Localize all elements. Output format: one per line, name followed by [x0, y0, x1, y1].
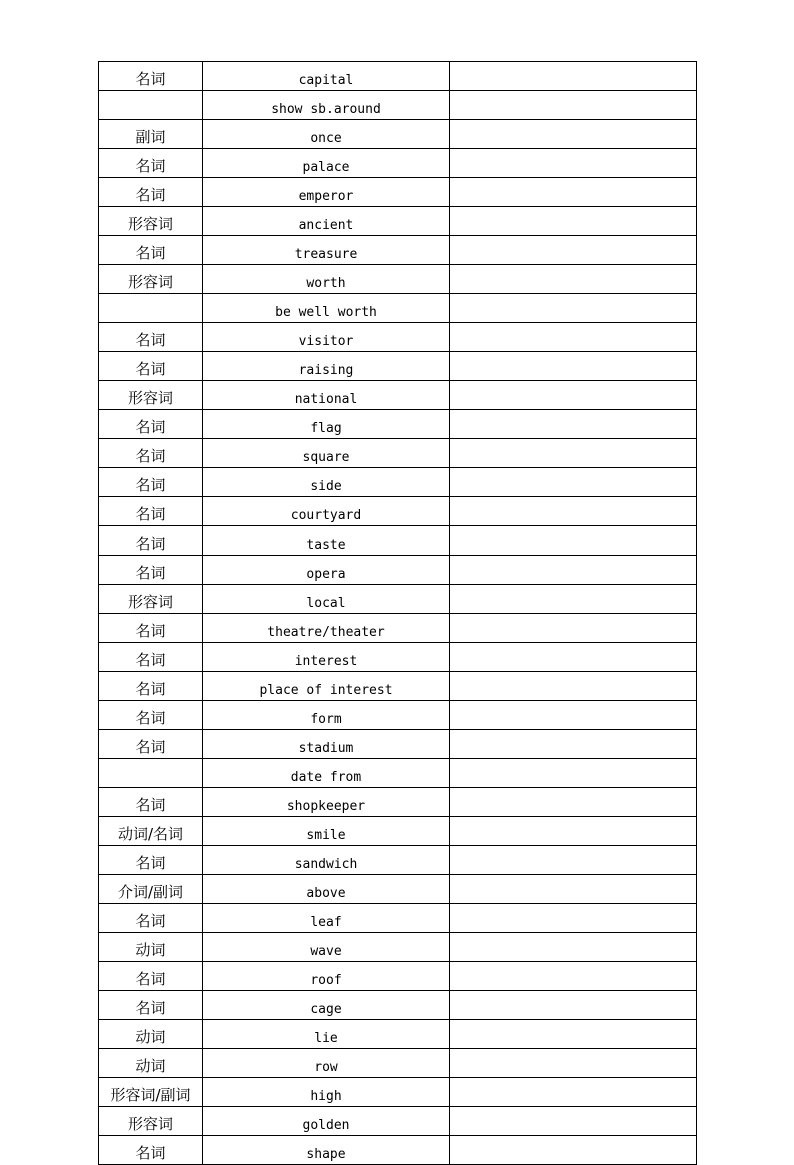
part-of-speech-cell: [99, 759, 203, 788]
english-word-cell: courtyard: [203, 497, 450, 526]
meaning-cell: [450, 788, 697, 817]
english-word-cell: shape: [203, 1136, 450, 1165]
table-row: [99, 410, 697, 439]
meaning-cell: [450, 468, 697, 497]
meaning-cell: [450, 672, 697, 701]
table-row: [99, 643, 697, 672]
meaning-cell: [450, 410, 697, 439]
meaning-cell: [450, 904, 697, 933]
table-row: [99, 904, 697, 933]
meaning-cell: [450, 62, 697, 91]
english-word-cell: date from: [203, 759, 450, 788]
part-of-speech-cell: 名词: [99, 178, 203, 207]
english-word-cell: side: [203, 468, 450, 497]
english-word-cell: theatre/theater: [203, 614, 450, 643]
part-of-speech-cell: 形容词: [99, 585, 203, 614]
meaning-cell: [450, 556, 697, 585]
table-row: [99, 672, 697, 701]
table-row: [99, 1049, 697, 1078]
meaning-cell: [450, 1078, 697, 1107]
part-of-speech-cell: 形容词: [99, 381, 203, 410]
english-word-cell: local: [203, 585, 450, 614]
table-row: [99, 207, 697, 236]
meaning-cell: [450, 585, 697, 614]
meaning-cell: [450, 207, 697, 236]
part-of-speech-cell: 形容词: [99, 207, 203, 236]
meaning-cell: [450, 236, 697, 265]
meaning-cell: [450, 1107, 697, 1136]
meaning-cell: [450, 701, 697, 730]
meaning-cell: [450, 91, 697, 120]
english-word-cell: ancient: [203, 207, 450, 236]
meaning-cell: [450, 178, 697, 207]
part-of-speech-cell: 动词: [99, 1049, 203, 1078]
table-row: [99, 730, 697, 759]
table-row: [99, 846, 697, 875]
part-of-speech-cell: 名词: [99, 352, 203, 381]
english-word-cell: sandwich: [203, 846, 450, 875]
table-row: [99, 933, 697, 962]
meaning-cell: [450, 1020, 697, 1049]
part-of-speech-cell: 名词: [99, 497, 203, 526]
table-row: [99, 991, 697, 1020]
part-of-speech-cell: 名词: [99, 236, 203, 265]
english-word-cell: cage: [203, 991, 450, 1020]
part-of-speech-cell: 名词: [99, 788, 203, 817]
table-row: [99, 120, 697, 149]
part-of-speech-cell: 名词: [99, 846, 203, 875]
meaning-cell: [450, 149, 697, 178]
meaning-cell: [450, 1049, 697, 1078]
table-row: [99, 265, 697, 294]
part-of-speech-cell: 动词: [99, 933, 203, 962]
part-of-speech-cell: 名词: [99, 643, 203, 672]
table-row: [99, 497, 697, 526]
table-row: [99, 1107, 697, 1136]
table-row: [99, 381, 697, 410]
meaning-cell: [450, 846, 697, 875]
english-word-cell: golden: [203, 1107, 450, 1136]
part-of-speech-cell: 形容词: [99, 1107, 203, 1136]
table-row: [99, 294, 697, 323]
english-word-cell: square: [203, 439, 450, 468]
table-row: [99, 468, 697, 497]
meaning-cell: [450, 643, 697, 672]
english-word-cell: worth: [203, 265, 450, 294]
table-row: [99, 817, 697, 846]
part-of-speech-cell: 名词: [99, 149, 203, 178]
english-word-cell: be well worth: [203, 294, 450, 323]
english-word-cell: emperor: [203, 178, 450, 207]
english-word-cell: raising: [203, 352, 450, 381]
part-of-speech-cell: 名词: [99, 614, 203, 643]
english-word-cell: row: [203, 1049, 450, 1078]
meaning-cell: [450, 439, 697, 468]
meaning-cell: [450, 265, 697, 294]
part-of-speech-cell: 名词: [99, 556, 203, 585]
table-row: [99, 1020, 697, 1049]
part-of-speech-cell: 动词: [99, 1020, 203, 1049]
english-word-cell: above: [203, 875, 450, 904]
part-of-speech-cell: 名词: [99, 991, 203, 1020]
part-of-speech-cell: 副词: [99, 120, 203, 149]
part-of-speech-cell: 名词: [99, 323, 203, 352]
table-row: [99, 585, 697, 614]
part-of-speech-cell: 名词: [99, 701, 203, 730]
table-row: [99, 788, 697, 817]
english-word-cell: visitor: [203, 323, 450, 352]
table-row: [99, 62, 697, 91]
english-word-cell: wave: [203, 933, 450, 962]
part-of-speech-cell: 名词: [99, 439, 203, 468]
table-row: [99, 178, 697, 207]
english-word-cell: once: [203, 120, 450, 149]
table-row: [99, 759, 697, 788]
table-row: [99, 614, 697, 643]
table-row: [99, 323, 697, 352]
english-word-cell: national: [203, 381, 450, 410]
part-of-speech-cell: 名词: [99, 904, 203, 933]
english-word-cell: show sb.around: [203, 91, 450, 120]
table-row: [99, 149, 697, 178]
meaning-cell: [450, 817, 697, 846]
english-word-cell: interest: [203, 643, 450, 672]
part-of-speech-cell: 名词: [99, 526, 203, 556]
part-of-speech-cell: 名词: [99, 468, 203, 497]
table-row: [99, 875, 697, 904]
table-row: [99, 1078, 697, 1107]
english-word-cell: leaf: [203, 904, 450, 933]
part-of-speech-cell: 名词: [99, 962, 203, 991]
part-of-speech-cell: 介词/副词: [99, 875, 203, 904]
vocabulary-table: [98, 61, 697, 1165]
english-word-cell: capital: [203, 62, 450, 91]
meaning-cell: [450, 526, 697, 556]
meaning-cell: [450, 120, 697, 149]
meaning-cell: [450, 875, 697, 904]
part-of-speech-cell: 名词: [99, 730, 203, 759]
part-of-speech-cell: 名词: [99, 410, 203, 439]
part-of-speech-cell: 形容词/副词: [99, 1078, 203, 1107]
part-of-speech-cell: 形容词: [99, 265, 203, 294]
english-word-cell: form: [203, 701, 450, 730]
english-word-cell: place of interest: [203, 672, 450, 701]
table-row: [99, 962, 697, 991]
vocabulary-table-body: [99, 62, 697, 1165]
part-of-speech-cell: 名词: [99, 1136, 203, 1165]
table-row: [99, 91, 697, 120]
meaning-cell: [450, 730, 697, 759]
table-row: [99, 236, 697, 265]
meaning-cell: [450, 991, 697, 1020]
meaning-cell: [450, 1136, 697, 1165]
table-row: [99, 526, 697, 556]
english-word-cell: taste: [203, 526, 450, 556]
english-word-cell: palace: [203, 149, 450, 178]
table-row: [99, 556, 697, 585]
english-word-cell: shopkeeper: [203, 788, 450, 817]
meaning-cell: [450, 294, 697, 323]
meaning-cell: [450, 352, 697, 381]
english-word-cell: roof: [203, 962, 450, 991]
part-of-speech-cell: 动词/名词: [99, 817, 203, 846]
meaning-cell: [450, 759, 697, 788]
table-row: [99, 1136, 697, 1165]
english-word-cell: smile: [203, 817, 450, 846]
part-of-speech-cell: 名词: [99, 672, 203, 701]
english-word-cell: stadium: [203, 730, 450, 759]
table-row: [99, 701, 697, 730]
table-row: [99, 352, 697, 381]
meaning-cell: [450, 933, 697, 962]
english-word-cell: treasure: [203, 236, 450, 265]
part-of-speech-cell: 名词: [99, 62, 203, 91]
english-word-cell: lie: [203, 1020, 450, 1049]
meaning-cell: [450, 323, 697, 352]
meaning-cell: [450, 614, 697, 643]
meaning-cell: [450, 962, 697, 991]
part-of-speech-cell: [99, 91, 203, 120]
meaning-cell: [450, 497, 697, 526]
table-row: [99, 439, 697, 468]
part-of-speech-cell: [99, 294, 203, 323]
english-word-cell: opera: [203, 556, 450, 585]
meaning-cell: [450, 381, 697, 410]
english-word-cell: high: [203, 1078, 450, 1107]
english-word-cell: flag: [203, 410, 450, 439]
